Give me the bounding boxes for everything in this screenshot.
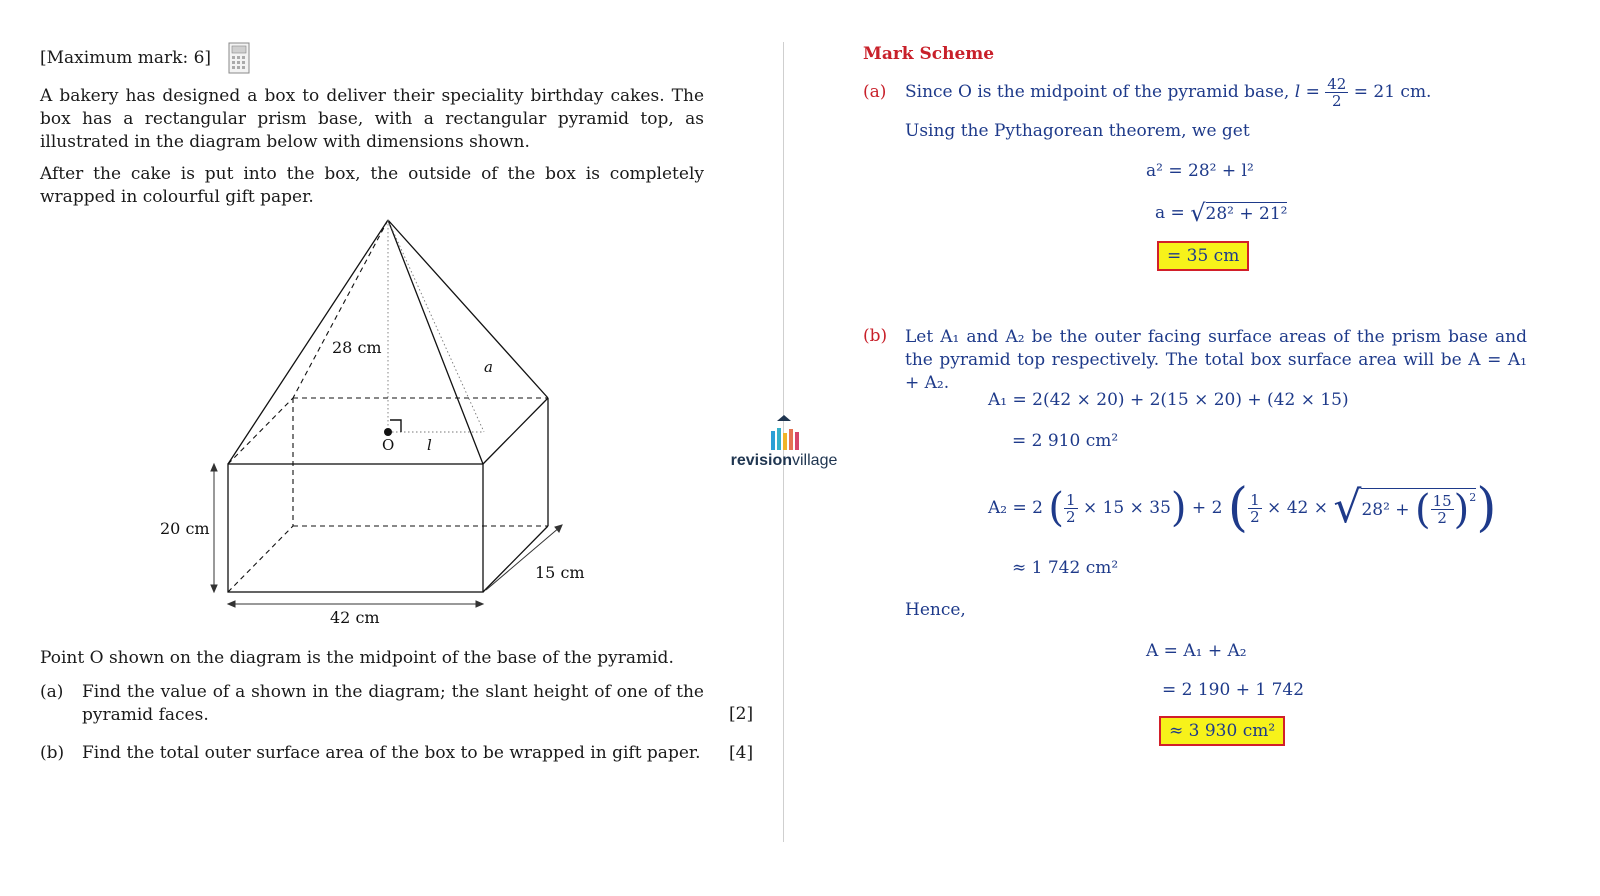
calculator-icon	[228, 42, 250, 74]
ms-a-frac-den: 2	[1332, 91, 1342, 110]
prism-edge	[483, 526, 548, 592]
markscheme-title: Mark Scheme	[863, 44, 995, 64]
ms-b-mid2: × 42 ×	[1267, 498, 1328, 518]
ms-b-text: Let A₁ and A₂ be the outer facing surface areas of the prism base and the pyramid top respectively. The total box surface area will be A = A₁ + A₂.	[905, 327, 1527, 393]
slant-line	[388, 220, 484, 432]
hidden-edge	[293, 220, 388, 398]
ms-b-rad-pre: 28² +	[1361, 499, 1410, 520]
label-20cm: 20 cm	[160, 519, 210, 538]
ms-b-eq6: = 2 190 + 1 742	[1162, 680, 1305, 700]
point-o-text: Point O shown on the diagram is the midpoint of the base of the pyramid.	[40, 648, 674, 668]
ms-a-line2: Using the Pythagorean theorem, we get	[905, 121, 1250, 141]
point-o	[384, 428, 392, 436]
ms-a-frac-num: 42	[1327, 74, 1347, 93]
ms-b-eq2: = 2 910 cm²	[1012, 431, 1119, 451]
box-diagram	[140, 210, 590, 635]
ms-a-l: l	[1294, 82, 1301, 102]
logo-text-bold: revision	[730, 452, 792, 469]
pyramid-edge	[388, 220, 548, 398]
ms-a-eq1: a² = 28² + l²	[1146, 161, 1254, 181]
ms-b-f2-num: 1	[1250, 490, 1260, 509]
ms-b-eq1: A₁ = 2(42 × 20) + 2(15 × 20) + (42 × 15)	[988, 390, 1349, 410]
hidden-edge	[228, 398, 293, 464]
ms-a-line1-post: = 21 cm.	[1353, 82, 1432, 102]
ms-a-eq2-lhs: a =	[1155, 203, 1185, 223]
ms-b-plus2: + 2	[1191, 498, 1223, 518]
ms-b-exp: 2	[1469, 490, 1477, 504]
label-15cm: 15 cm	[535, 563, 585, 582]
ms-a-answer: = 35 cm	[1157, 241, 1249, 271]
ms-b-a2-lhs: A₂ = 2	[988, 498, 1043, 518]
ms-a-eq2: a = √ 28² + 21²	[1155, 199, 1288, 227]
question-paragraph-1: A bakery has designed a box to deliver their speciality birthday cakes. The box has a rectangular prism base, with a rectangular pyramid top, as illustrated in the diagram below with dimensions shown.	[40, 86, 704, 152]
question-paragraph-2: After the cake is put into the box, the outside of the box is completely wrapped in colourful gift paper.	[40, 164, 704, 207]
label-l: l	[427, 436, 432, 454]
revision-village-logo	[722, 414, 846, 470]
logo-text-light: village	[792, 452, 838, 469]
ms-b-label: (b)	[863, 326, 888, 346]
ms-b-f2-den: 2	[1250, 507, 1260, 526]
ms-hence: Hence,	[905, 600, 966, 620]
label-a: a	[484, 358, 493, 376]
logo-bars-icon	[768, 414, 800, 452]
right-angle-mark	[390, 420, 401, 432]
part-b-label: (b)	[40, 743, 65, 763]
label-28cm: 28 cm	[332, 338, 382, 357]
ms-b-mid1: × 15 × 35	[1082, 498, 1171, 518]
part-a-text: Find the value of a shown in the diagram; the slant height of one of the pyramid faces.	[82, 682, 704, 725]
ms-b-f1-num: 1	[1065, 490, 1076, 509]
part-b-text: Find the total outer surface area of the box to be wrapped in gift paper.	[82, 743, 701, 763]
max-mark: [Maximum mark: 6]	[40, 48, 212, 68]
ms-a-line1	[905, 70, 1431, 114]
prism-front-face	[228, 464, 483, 592]
ms-b-answer: ≈ 3 930 cm²	[1159, 716, 1285, 746]
ms-a-eq: =	[1305, 82, 1320, 102]
ms-b-f1-den: 2	[1065, 507, 1076, 526]
part-b-marks: [4]	[729, 743, 754, 763]
hidden-edge	[228, 526, 293, 592]
ms-a-line1-pre: Since O is the midpoint of the pyramid base,	[905, 82, 1290, 102]
ms-b-f3-den: 2	[1437, 509, 1447, 527]
ms-a-label: (a)	[863, 82, 887, 102]
ms-b-eq3: A₂ = 2 ( $\frac{1}{2}$ × 15 × 35 ) + 2 ( $\frac{1}{2}$ × 42 × √ 28² + ( $\frac{15}{2}$ ) $^2$ )	[988, 478, 1497, 538]
label-42cm: 42 cm	[330, 608, 380, 627]
ms-b-eq5: A = A₁ + A₂	[1146, 641, 1247, 661]
ms-b-f3-num: 15	[1432, 492, 1452, 510]
ms-b-eq4: ≈ 1 742 cm²	[1012, 558, 1119, 578]
prism-edge	[483, 398, 548, 464]
part-a-marks: [2]	[729, 704, 754, 724]
ms-a-eq2-radicand: 28² + 21²	[1205, 204, 1288, 224]
label-o: O	[382, 436, 395, 454]
part-a-label: (a)	[40, 682, 64, 702]
pyramid-edge	[388, 220, 483, 464]
